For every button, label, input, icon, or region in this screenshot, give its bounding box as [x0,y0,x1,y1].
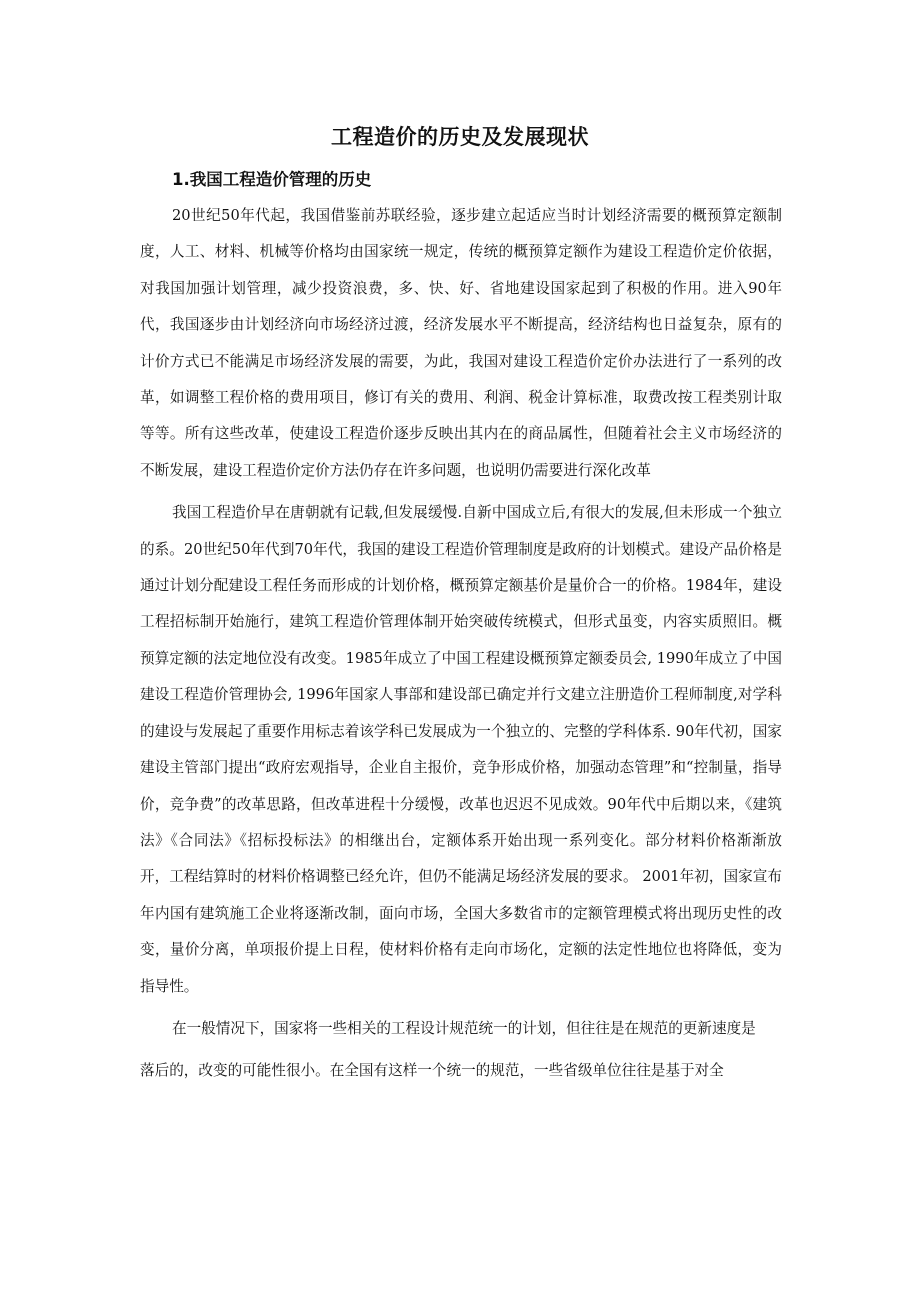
paragraph-2: 我国工程造价早在唐朝就有记载,但发展缓慢.自新中国成立后,有很大的发展,但未形成一个独立的系。20世纪50年代到70年代，我国的建设工程造价管理制度是政府的计划模式。建设产品价格是通过计划分配建设工程任务而形成的计划价格，概预算定额基价是量价合一的价格。1984年，建设工程招标制开始施行，建筑工程造价管理体制开始突破传统模式，但形式虽变，内容实质照旧。概预算定额的法定地位没有改变。1985年成立了中国工程建设概预算定额委员会, 1990年成立了中国建设工程造价管理协会, 1996年国家人事部和建设部已确定并行文建立注册造价工程师制度,对学科的建设与发展起了重要作用标志着该学科已发展成为一个独立的、完整的学科体系. 90年代初，国家建设主管部门提出“政府宏观指导，企业自主报价，竞争形成价格，加强动态管理”和“控制量，指导价，竞争费”的改革思路，但改革进程十分缓慢，改革也迟迟不见成效。90年代中后期以来，《建筑法》《合同法》《招标投标法》的相继出台，定额体系开始出现一系列变化。部分材料价格渐渐放开，工程结算时的材料价格调整已经允许，但仍不能满足场经济发展的要求。 2001年初，国家宣布年内国有建筑施工企业将逐渐改制，面向市场，全国大多数省市的定额管理模式将出现历史性的改变，量价分离，单项报价提上日程，使材料价格有走向市场化，定额的法定性地位也将降低，变为指导性。 [140,504,782,995]
paragraph-1: 20世纪50年代起，我国借鉴前苏联经验，逐步建立起适应当时计划经济需要的概预算定额制度，人工、材料、机械等价格均由国家统一规定，传统的概预算定额作为建设工程造价定价依据，对我国加强计划管理，减少投资浪费，多、快、好、省地建设国家起到了积极的作用。进入90年代，我国逐步由计划经济向市场经济过渡，经济发展水平不断提高，经济结构也日益复杂，原有的计价方式已不能满足市场经济发展的需要，为此，我国对建设工程造价定价办法进行了一系列的改革，如调整工程价格的费用项目，修订有关的费用、利润、税金计算标准，取费改按工程类别计取等等。所有这些改革，使建设工程造价逐步反映出其内在的商品属性，但随着社会主义市场经济的不断发展，建设工程造价定价方法仍存在许多问题，也说明仍需要进行深化改革 [140,207,782,479]
document-body [140,198,782,1096]
section-heading: 1.我国工程造价管理的历史 [172,170,372,189]
paragraph-3: 在一般情况下，国家将一些相关的工程设计规范统一的计划，但往往是在规范的更新速度是 [172,1019,756,1037]
document-title: 工程造价的历史及发展现状 [331,125,589,149]
paragraph-4: 落后的，改变的可能性很小。在全国有这样一个统一的规范，一些省级单位往往是基于对全 [140,1062,724,1080]
